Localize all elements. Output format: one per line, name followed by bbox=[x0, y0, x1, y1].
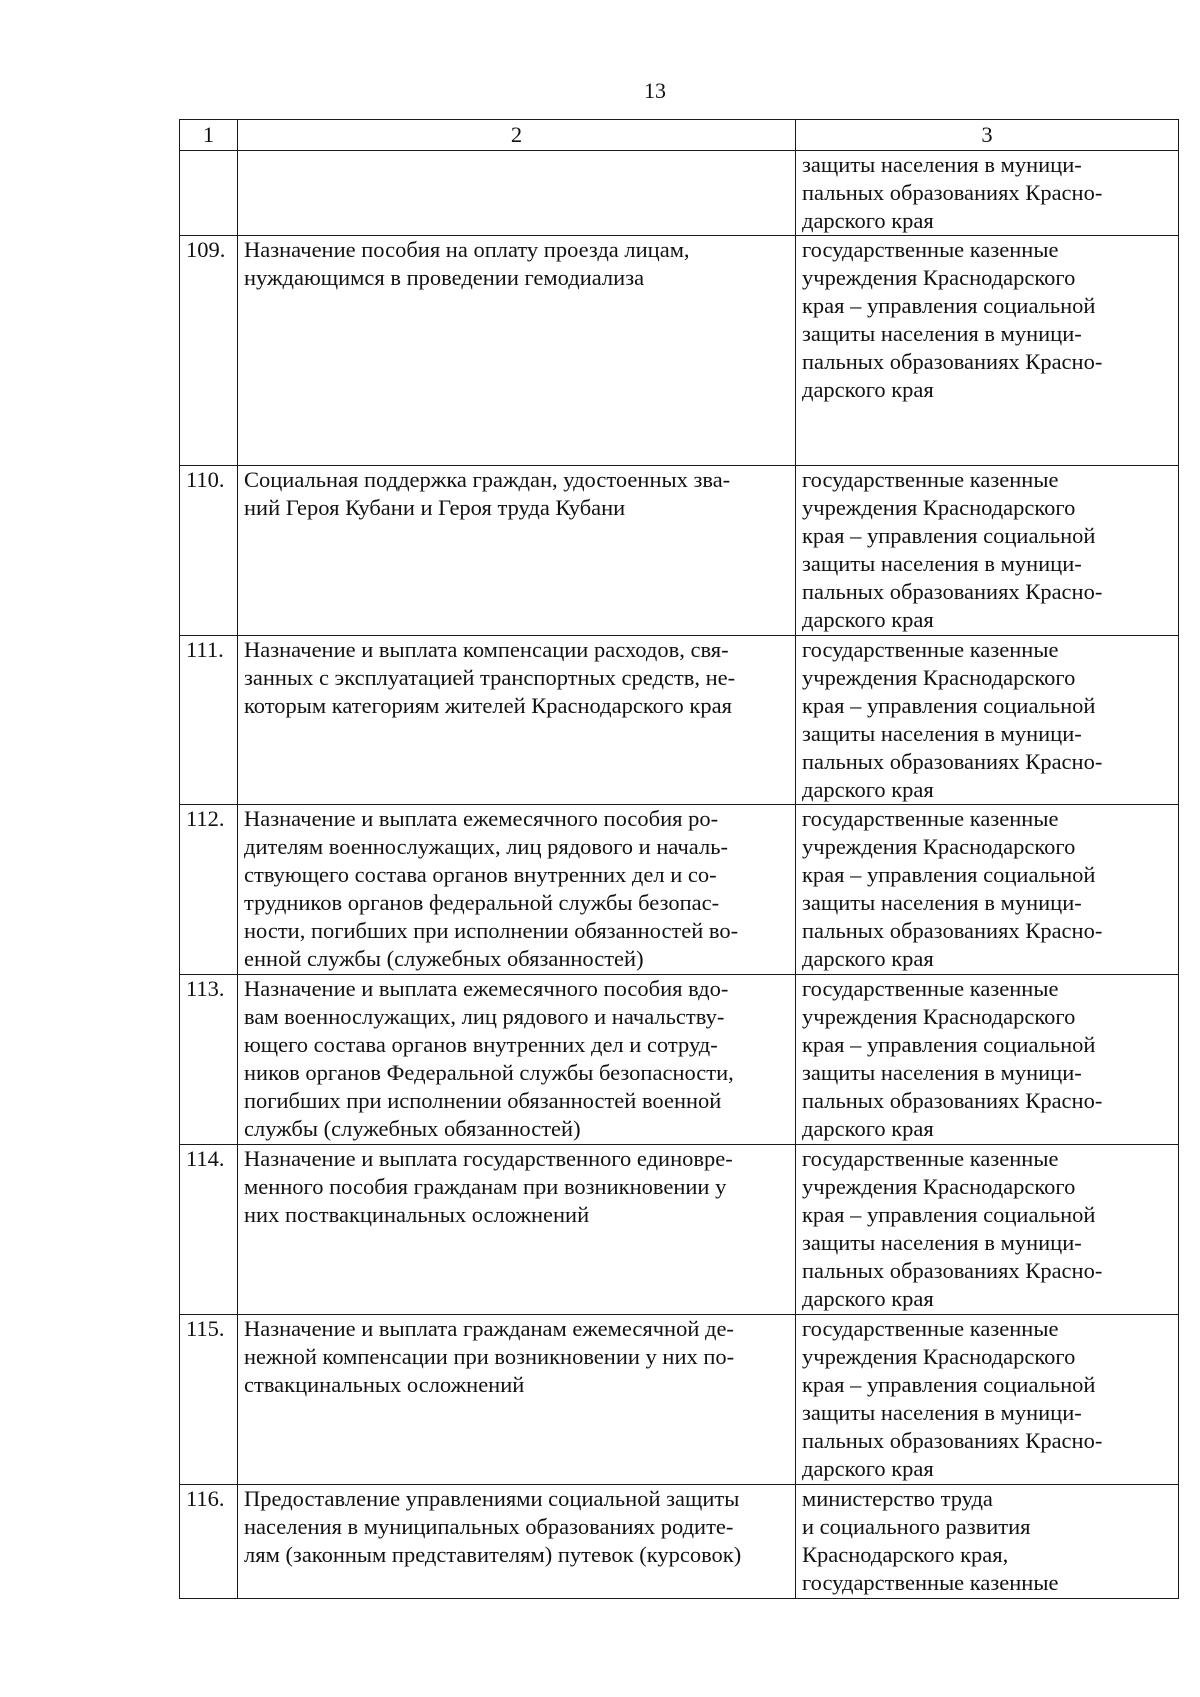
org-line: края – управления социальной bbox=[802, 862, 1096, 887]
description-line: енной службы (служебных обязанностей) bbox=[244, 946, 644, 971]
org-line: защиты населения в муници- bbox=[802, 721, 1082, 746]
org-line: пальных образованиях Красно- bbox=[802, 1428, 1103, 1453]
table-row bbox=[180, 1315, 1179, 1485]
org-line: дарского края bbox=[802, 777, 934, 802]
continuation-row bbox=[180, 151, 1179, 236]
column-header-1: 1 bbox=[180, 120, 238, 151]
org-line: учреждения Краснодарского bbox=[802, 265, 1076, 290]
table-row bbox=[180, 805, 1179, 975]
org-line: пальных образованиях Красно- bbox=[802, 180, 1103, 205]
org-line: дарского края bbox=[802, 1456, 934, 1481]
org-line: защиты населения в муници- bbox=[802, 152, 1082, 177]
responsible-organization-cell bbox=[796, 151, 1179, 236]
org-line: дарского края bbox=[802, 1116, 934, 1141]
description-line: трудников органов федеральной службы безопас- bbox=[244, 890, 720, 915]
table-row bbox=[180, 236, 1179, 466]
org-line: Краснодарского края, bbox=[802, 1542, 1009, 1567]
org-line: дарского края bbox=[802, 607, 934, 632]
org-line: учреждения Краснодарского bbox=[802, 1344, 1076, 1369]
description-line: Назначение и выплата ежемесячного пособия ро- bbox=[244, 806, 719, 831]
responsible-organization-cell bbox=[796, 466, 1179, 636]
service-description-cell bbox=[238, 1485, 796, 1599]
table-row bbox=[180, 636, 1179, 805]
org-line: защиты населения в муници- bbox=[802, 1060, 1082, 1085]
org-line: государственные казенные bbox=[802, 237, 1059, 262]
table-row bbox=[180, 975, 1179, 1145]
row-number-cell: 111. bbox=[180, 636, 238, 805]
org-line: края – управления социальной bbox=[802, 523, 1096, 548]
responsible-organization-cell bbox=[796, 805, 1179, 975]
service-description-cell bbox=[238, 151, 796, 236]
description-line: вам военнослужащих, лиц рядового и начальству- bbox=[244, 1004, 725, 1029]
description-line: ности, погибших при исполнении обязанностей во- bbox=[244, 918, 739, 943]
org-line: государственные казенные bbox=[802, 1570, 1059, 1595]
description-line: менного пособия гражданам при возникновении у bbox=[244, 1174, 727, 1199]
row-number-cell: 113. bbox=[180, 975, 238, 1145]
row-number-cell: 110. bbox=[180, 466, 238, 636]
org-line: дарского края bbox=[802, 946, 934, 971]
org-line: государственные казенные bbox=[802, 637, 1059, 662]
org-line: государственные казенные bbox=[802, 806, 1059, 831]
org-line: государственные казенные bbox=[802, 1146, 1059, 1171]
row-number-cell: 114. bbox=[180, 1145, 238, 1315]
service-description-cell bbox=[238, 466, 796, 636]
org-line: пальных образованиях Красно- bbox=[802, 1088, 1103, 1113]
description-line: ников органов Федеральной службы безопасности, bbox=[244, 1060, 734, 1085]
description-line: Предоставление управлениями социальной защиты bbox=[244, 1486, 740, 1511]
table-row bbox=[180, 466, 1179, 636]
page-number: 13 bbox=[644, 78, 666, 103]
org-line: края – управления социальной bbox=[802, 293, 1096, 318]
service-description-cell bbox=[238, 1315, 796, 1485]
responsible-organization-cell bbox=[796, 236, 1179, 466]
org-line: учреждения Краснодарского bbox=[802, 1174, 1076, 1199]
description-line: погибших при исполнении обязанностей военной bbox=[244, 1088, 722, 1113]
service-description-cell bbox=[238, 975, 796, 1145]
org-line: края – управления социальной bbox=[802, 693, 1096, 718]
service-description-cell bbox=[238, 1145, 796, 1315]
description-line: нуждающимся в проведении гемодиализа bbox=[244, 265, 645, 290]
org-line: дарского края bbox=[802, 377, 934, 402]
org-line: и социального развития bbox=[802, 1514, 1031, 1539]
org-line: защиты населения в муници- bbox=[802, 551, 1082, 576]
description-line: Социальная поддержка граждан, удостоенных зва- bbox=[244, 467, 731, 492]
description-line: нежной компенсации при возникновении у них по- bbox=[244, 1344, 735, 1369]
services-table bbox=[179, 119, 1179, 1599]
org-line: пальных образованиях Красно- bbox=[802, 579, 1103, 604]
description-line: населения в муниципальных образованиях родите- bbox=[244, 1514, 734, 1539]
description-line: них поствакцинальных осложнений bbox=[244, 1202, 590, 1227]
table-row bbox=[180, 1145, 1179, 1315]
org-line: учреждения Краснодарского bbox=[802, 1004, 1076, 1029]
org-line: дарского края bbox=[802, 1286, 934, 1311]
org-line: пальных образованиях Красно- bbox=[802, 1258, 1103, 1283]
description-line: Назначение и выплата гражданам ежемесячной де- bbox=[244, 1316, 734, 1341]
header-row bbox=[180, 120, 1179, 151]
service-description-cell bbox=[238, 805, 796, 975]
description-line: дителям военнослужащих, лиц рядового и началь- bbox=[244, 834, 728, 859]
org-line: защиты населения в муници- bbox=[802, 890, 1082, 915]
org-line: пальных образованиях Красно- bbox=[802, 349, 1103, 374]
description-line: ний Героя Кубани и Героя труда Кубани bbox=[244, 495, 626, 520]
description-line: Назначение и выплата ежемесячного пособия вдо- bbox=[244, 976, 729, 1001]
service-description-cell bbox=[238, 636, 796, 805]
org-line: края – управления социальной bbox=[802, 1032, 1096, 1057]
description-line: ствакцинальных осложнений bbox=[244, 1372, 525, 1397]
description-line: службы (служебных обязанностей) bbox=[244, 1116, 581, 1141]
responsible-organization-cell bbox=[796, 975, 1179, 1145]
row-number-cell: 115. bbox=[180, 1315, 238, 1485]
row-number-cell: 109. bbox=[180, 236, 238, 466]
responsible-organization-cell bbox=[796, 636, 1179, 805]
column-header-2: 2 bbox=[238, 120, 796, 151]
org-line: учреждения Краснодарского bbox=[802, 665, 1076, 690]
org-line: государственные казенные bbox=[802, 976, 1059, 1001]
description-line: лям (законным представителям) путевок (курсовок) bbox=[244, 1542, 742, 1567]
service-description-cell bbox=[238, 236, 796, 466]
org-line: учреждения Краснодарского bbox=[802, 495, 1076, 520]
row-number-cell: 116. bbox=[180, 1485, 238, 1599]
table-row bbox=[180, 1485, 1179, 1599]
org-line: защиты населения в муници- bbox=[802, 321, 1082, 346]
column-header-3: 3 bbox=[796, 120, 1179, 151]
org-line: пальных образованиях Красно- bbox=[802, 918, 1103, 943]
description-line: ствующего состава органов внутренних дел и со- bbox=[244, 862, 717, 887]
org-line: министерство труда bbox=[802, 1486, 993, 1511]
org-line: защиты населения в муници- bbox=[802, 1400, 1082, 1425]
description-line: ющего состава органов внутренних дел и сотруд- bbox=[244, 1032, 718, 1057]
responsible-organization-cell bbox=[796, 1315, 1179, 1485]
org-line: края – управления социальной bbox=[802, 1202, 1096, 1227]
description-line: Назначение и выплата государственного единовре- bbox=[244, 1146, 733, 1171]
org-line: государственные казенные bbox=[802, 1316, 1059, 1341]
row-number-cell: 112. bbox=[180, 805, 238, 975]
org-line: учреждения Краснодарского bbox=[802, 834, 1076, 859]
org-line: пальных образованиях Красно- bbox=[802, 749, 1103, 774]
responsible-organization-cell bbox=[796, 1485, 1179, 1599]
description-line: занных с эксплуатацией транспортных средств, не- bbox=[244, 665, 736, 690]
description-line: Назначение пособия на оплату проезда лицам, bbox=[244, 237, 690, 262]
org-line: края – управления социальной bbox=[802, 1372, 1096, 1397]
org-line: государственные казенные bbox=[802, 467, 1059, 492]
org-line: защиты населения в муници- bbox=[802, 1230, 1082, 1255]
description-line: Назначение и выплата компенсации расходов, свя- bbox=[244, 637, 729, 662]
description-line: которым категориям жителей Краснодарского края bbox=[244, 693, 732, 718]
row-number-cell bbox=[180, 151, 238, 236]
org-line: дарского края bbox=[802, 208, 934, 233]
responsible-organization-cell bbox=[796, 1145, 1179, 1315]
